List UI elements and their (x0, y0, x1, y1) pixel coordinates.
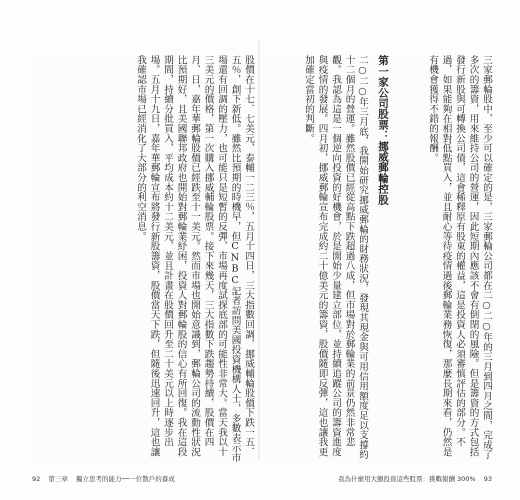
right-page-paragraph-2: 二○二○年三月底，我開始研究挪威郵輪的財務狀況，發現其現金與可用信用額度足以支撐約十二個月的營運。雖然股價已經從高點下跌超過八成，但市場對於郵輪業的前景仍然非常悲觀。我認為這是一個逆向投資的好機會，於是開始少量建立部位，並持續追蹤公司的籌資進度與疫情的發展。四月初，挪威郵輪宣布完成約二十億美元的籌資，股價隨即反彈，這也讓我更加確定當初的判斷。 (303, 55, 368, 460)
left-footer (32, 474, 181, 483)
left-page-body: 股價在十七．七美元，泰輔一二三％，五月十四日，三大指數回調，挪威輔輪股價下跌一五．五％，創下新低。雖然比預期的時機早，但CNBC記者訪問美國投資機構人士，多數表示市場還有回調的壓力，也可能只是短暫的反彈，市場再度試探底部的可能性非常大。當天我以十三美元的價格，第一次購入挪威輔輪股票。接下來幾天，三大指數下跌趨勢持續，股價在四月、日，嘉年華郵輪股價已經跌至十一美元。然而市場也開始意識到，郵輪公司的流動性狀況比預期好，且美國聯邦政府也開始對郵輪業紓困，投資人對郵輪股的信心有所回復。我在這段期間，持續分批買入，平均成本約十二美元，並且計畫在股價回升至二十美元以上時逐步出場。五月十九日，嘉年華郵輪宣布將發行新股籌資，股價當天下跌，但隨後迅速回升，這也讓我確認市場已經消化了大部分的利空消息。 (135, 55, 254, 463)
right-running-title: 我為什麼用大額投資這些股票：挑戰報酬 300% (337, 475, 476, 483)
page-gutter (258, 40, 260, 460)
left-page (32, 55, 255, 465)
left-page-number: 92 (32, 475, 41, 483)
left-running-title: 獨立思考的能力──一位散戶的養成 (75, 475, 175, 483)
right-page (265, 55, 493, 465)
right-page-number: 93 (483, 475, 492, 483)
right-page-paragraph-1: 三家郵輪股中，至少可以確定的是，三家郵輪公司都在二○二○年的三月到四月之間，完成了多次的籌資，用來維持公司的營運，因此短期內應該不會有倒閉的風險。但是籌資的方式包括發行新股與可轉換公司債，這會稀釋原有股東的權益，這是投資人必須審慎評估的部分。不過，如果能夠在相對低點買入，並且耐心等待疫情過後郵輪業務恢復，那麼長期來看，仍然是有機會獲得不錯的報酬。 (427, 55, 492, 460)
section-heading: 第一家公司股票：挪威郵輪控股 (377, 55, 389, 205)
left-chapter-label: 第三章 (48, 475, 68, 483)
right-footer (332, 474, 492, 483)
